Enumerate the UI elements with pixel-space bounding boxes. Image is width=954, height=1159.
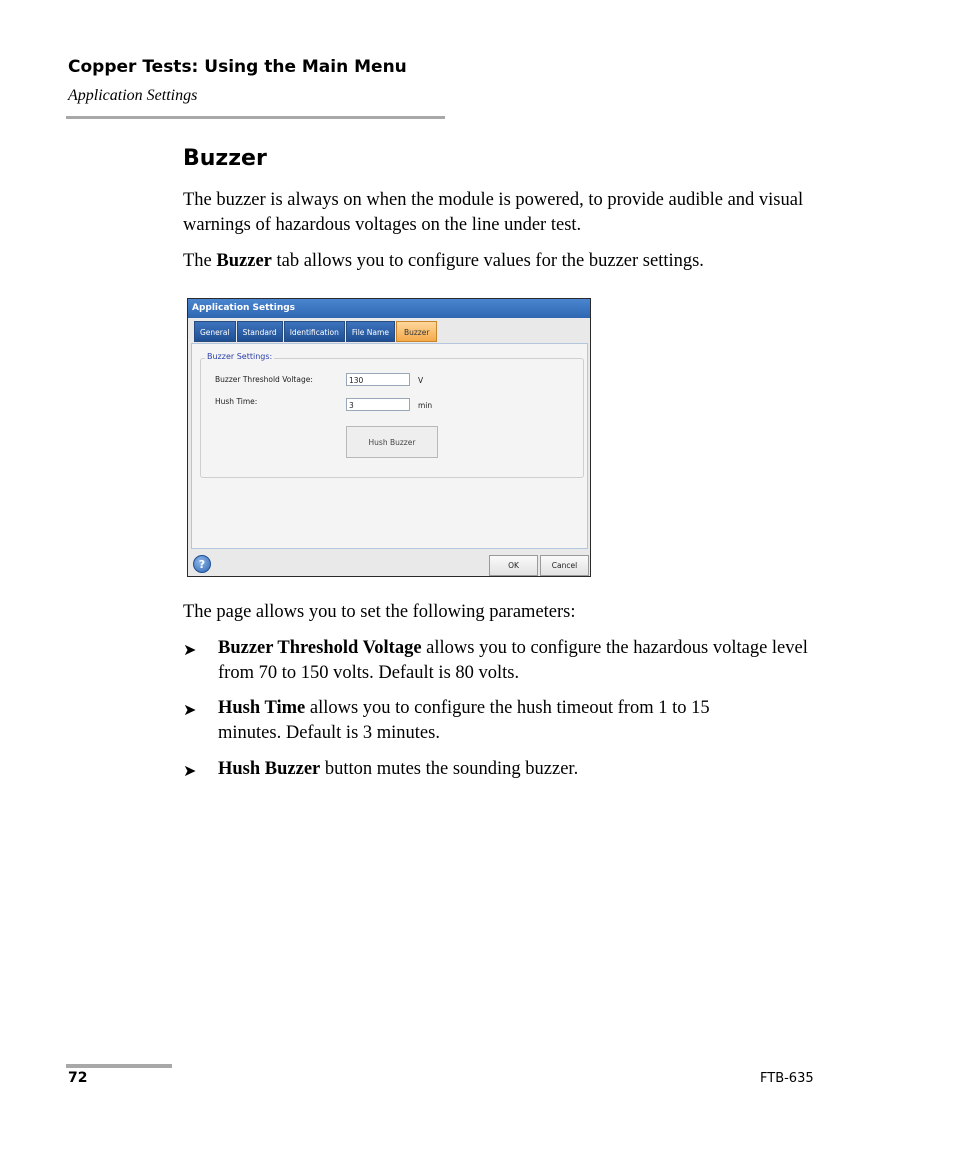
app-settings-window [187, 298, 591, 577]
para2-bold: Buzzer [216, 251, 272, 271]
section-title: Buzzer [183, 146, 267, 171]
hush-buzzer-button[interactable]: Hush Buzzer [346, 426, 438, 458]
page-number: 72 [68, 1070, 88, 1086]
ok-button[interactable]: OK [489, 555, 538, 576]
help-icon[interactable]: ? [193, 555, 211, 573]
hush-time-unit: min [418, 401, 433, 410]
hush-time-input[interactable]: 3 [346, 398, 410, 411]
bullet-threshold [183, 636, 823, 686]
bullet-text [218, 696, 718, 746]
header-title: Copper Tests: Using the Main Menu [68, 57, 407, 77]
tab-panel [191, 343, 588, 549]
bullet-arrow-icon: ➤ [183, 640, 197, 659]
tab-bar [194, 321, 437, 342]
threshold-label: Buzzer Threshold Voltage: [215, 375, 313, 384]
header-rule [66, 116, 445, 119]
bullet-arrow-icon: ➤ [183, 761, 197, 780]
tab-identification[interactable]: Identification [284, 321, 345, 342]
bullet-hush-time [183, 696, 823, 746]
para2-suffix: tab allows you to configure values for the buzzer settings. [271, 251, 704, 271]
paragraph-intro: The buzzer is always on when the module is powered, to provide audible and visual warnings of hazardous voltages on the line under test. [183, 190, 804, 235]
footer-rule [66, 1064, 172, 1068]
hush-time-label: Hush Time: [215, 397, 258, 406]
tab-general[interactable]: General [194, 321, 236, 342]
bullet-body: allows you to configure the hush timeout from 1 to 15 minutes. Default is 3 minutes. [218, 698, 710, 743]
threshold-input[interactable]: 130 [346, 373, 410, 386]
tab-standard[interactable]: Standard [237, 321, 283, 342]
tab-file-name[interactable]: File Name [346, 321, 395, 342]
bullet-text [218, 757, 818, 782]
header-subtitle: Application Settings [68, 87, 198, 104]
bullet-bold: Hush Buzzer [218, 759, 321, 779]
cancel-button[interactable]: Cancel [540, 555, 589, 576]
bullet-bold: Buzzer Threshold Voltage [218, 638, 422, 658]
threshold-unit: V [418, 376, 424, 385]
bullet-arrow-icon: ➤ [183, 700, 197, 719]
tab-buzzer[interactable]: Buzzer [396, 321, 437, 342]
paragraph-parameters: The page allows you to set the following parameters: [183, 602, 576, 622]
bullet-body: button mutes the sounding buzzer. [320, 759, 579, 779]
bullet-hush-buzzer [183, 757, 823, 783]
bullet-text [218, 636, 818, 686]
para2-prefix: The [183, 251, 217, 271]
bullet-body: allows you to configure the hazardous voltage level from 70 to 150 volts. Default is 80 volts. [218, 638, 808, 683]
paragraph-buzzer-tab [183, 249, 823, 274]
buzzer-settings-group [200, 352, 584, 478]
bullet-bold: Hush Time [218, 698, 306, 718]
window-title-bar: Application Settings [188, 299, 590, 318]
product-name: FTB-635 [760, 1071, 814, 1086]
group-label: Buzzer Settings: [207, 352, 273, 361]
